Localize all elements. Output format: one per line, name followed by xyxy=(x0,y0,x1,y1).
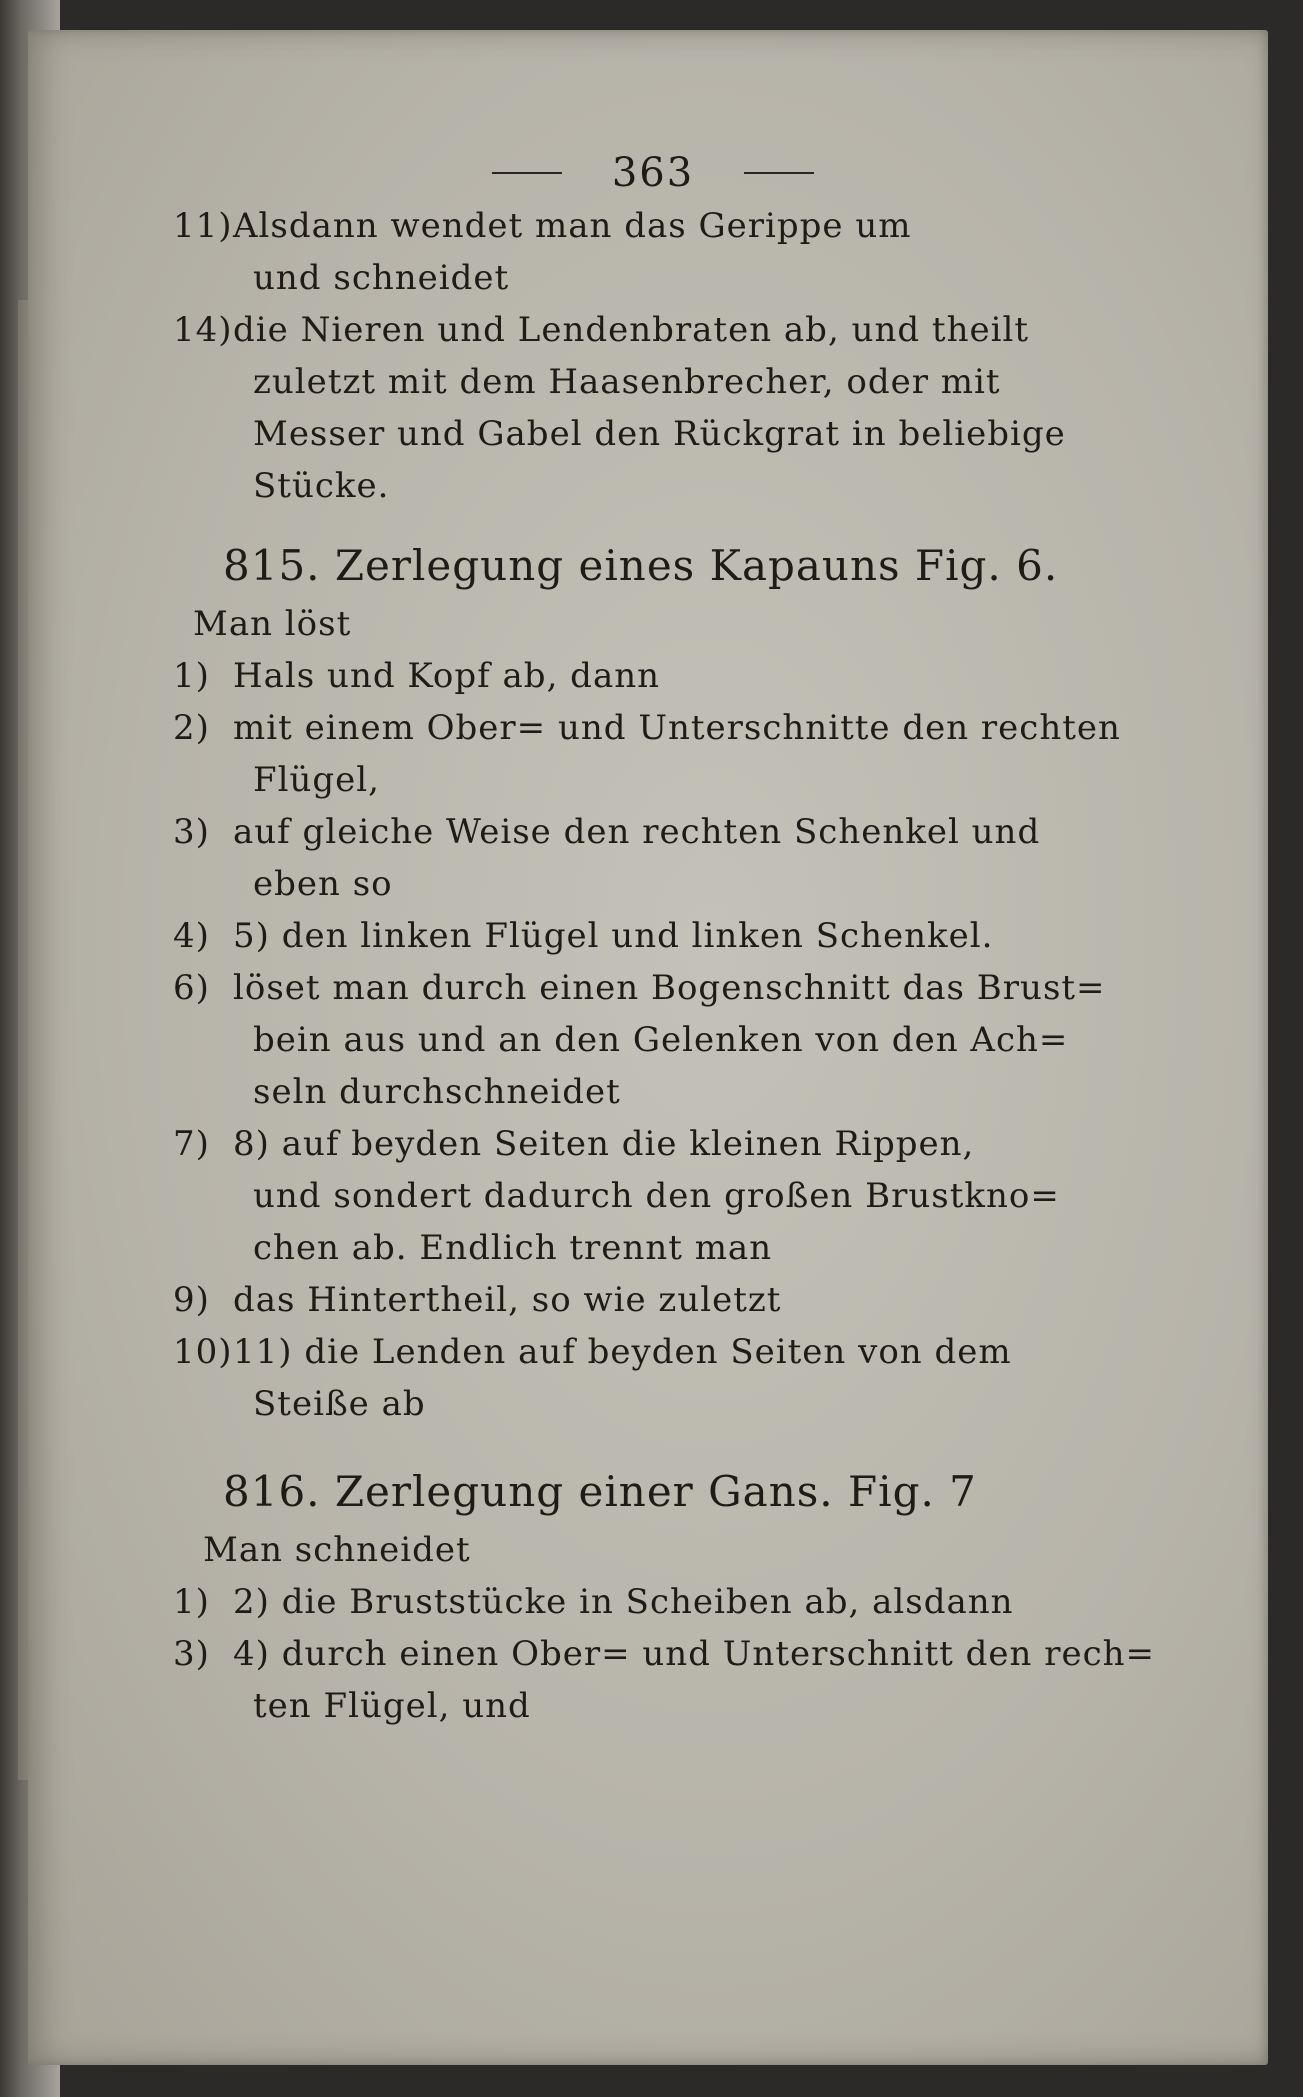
line-text: Messer und Gabel den Rückgrat in beliebige xyxy=(253,414,1066,454)
step-number: 3) xyxy=(173,812,210,852)
text-line xyxy=(173,754,1133,806)
step-number: 3) xyxy=(173,1634,210,1674)
text-line xyxy=(173,1014,1133,1066)
section-816-title: 816. Zerlegung einer Gans. Fig. 7 xyxy=(223,1467,977,1516)
line-text: zuletzt mit dem Haasenbrecher, oder mit xyxy=(253,362,1001,402)
step-number: 14) xyxy=(173,310,233,350)
line-text: Hals und Kopf ab, dann xyxy=(233,656,661,696)
text-line xyxy=(173,1326,1133,1378)
text-line xyxy=(173,1274,1133,1326)
step-number: 7) xyxy=(173,1124,210,1164)
line-text: auf gleiche Weise den rechten Schenkel und xyxy=(233,812,1041,852)
line-text: und schneidet xyxy=(253,258,510,298)
text-line xyxy=(173,1170,1133,1222)
text-line xyxy=(173,1378,1133,1430)
section-815-steps xyxy=(173,650,1133,1430)
line-text: 4) durch einen Ober= und Unterschnitt den rech= xyxy=(233,1634,1156,1674)
line-text: die Nieren und Lendenbraten ab, und theilt xyxy=(233,310,1030,350)
step-number: 1) xyxy=(173,656,210,696)
step-number: 6) xyxy=(173,968,210,1008)
text-line xyxy=(173,858,1133,910)
line-text: Flügel, xyxy=(253,760,380,800)
text-line xyxy=(173,1118,1133,1170)
line-text: 11) die Lenden auf beyden Seiten von dem xyxy=(233,1332,1012,1372)
section-816-intro: Man schneidet xyxy=(203,1530,471,1570)
page-text xyxy=(173,150,1156,1732)
page-header xyxy=(173,150,1133,196)
text-line xyxy=(173,460,1133,512)
line-text: ten Flügel, und xyxy=(253,1686,531,1726)
step-number: 9) xyxy=(173,1280,210,1320)
line-text: und sondert dadurch den großen Brustkno= xyxy=(253,1176,1060,1216)
text-line xyxy=(173,1680,1133,1732)
line-text: 2) die Bruststücke in Scheiben ab, alsdann xyxy=(233,1582,1014,1622)
step-number: 10) xyxy=(173,1332,233,1372)
step-number: 1) xyxy=(173,1582,210,1622)
text-line xyxy=(173,1628,1156,1680)
text-line xyxy=(173,910,1133,962)
line-text: seln durchschneidet xyxy=(253,1072,621,1112)
line-text: 8) auf beyden Seiten die kleinen Rippen, xyxy=(233,1124,975,1164)
line-text: mit einem Ober= und Unterschnitte den rechten xyxy=(233,708,1121,748)
text-line xyxy=(173,200,1133,252)
text-line xyxy=(173,356,1133,408)
line-text: 5) den linken Flügel und linken Schenkel. xyxy=(233,916,994,956)
text-line xyxy=(173,304,1133,356)
section-816-steps xyxy=(173,1576,1156,1732)
header-dash-left xyxy=(492,172,562,174)
continued-list xyxy=(173,200,1133,512)
line-text: Alsdann wendet man das Gerippe um xyxy=(233,206,912,246)
section-815-intro: Man löst xyxy=(193,604,352,644)
book-page xyxy=(28,30,1268,2065)
line-text: Stücke. xyxy=(253,466,390,506)
page-number: 363 xyxy=(611,150,695,196)
line-text: bein aus und an den Gelenken von den Ach= xyxy=(253,1020,1069,1060)
section-815-title: 815. Zerlegung eines Kapauns Fig. 6. xyxy=(223,541,1059,590)
step-number: 11) xyxy=(173,206,233,246)
text-line xyxy=(173,1222,1133,1274)
text-line xyxy=(173,650,1133,702)
step-number: 2) xyxy=(173,708,210,748)
line-text: das Hintertheil, so wie zuletzt xyxy=(233,1280,782,1320)
line-text: eben so xyxy=(253,864,393,904)
line-text: löset man durch einen Bogenschnitt das Brust= xyxy=(233,968,1106,1008)
text-line xyxy=(173,408,1133,460)
text-line xyxy=(173,252,1133,304)
text-line xyxy=(173,962,1133,1014)
text-line xyxy=(173,1066,1133,1118)
text-line xyxy=(173,1576,1133,1628)
line-text: Steiße ab xyxy=(253,1384,426,1424)
header-dash-right xyxy=(744,172,814,174)
text-line xyxy=(173,702,1133,754)
step-number: 4) xyxy=(173,916,210,956)
text-line xyxy=(173,806,1133,858)
line-text: chen ab. Endlich trennt man xyxy=(253,1228,773,1268)
